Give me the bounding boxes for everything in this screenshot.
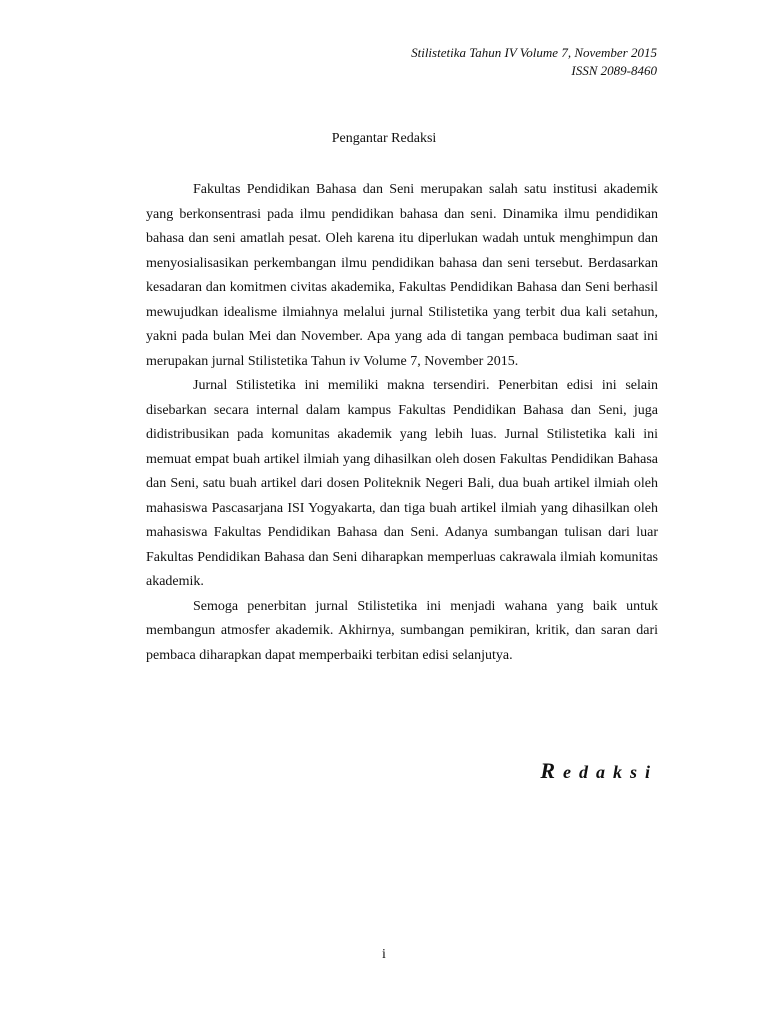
signature-rest: edaksi bbox=[563, 762, 658, 782]
journal-info: Stilistetika Tahun IV Volume 7, November 2015 bbox=[411, 45, 657, 60]
paragraph-3: Semoga penerbitan jurnal Stilistetika ini menjadi wahana yang baik untuk membangun atmosfer akademik. Akhirnya, sumbangan pemikiran, kritik, dan saran dari pembaca diharapkan dapat memperbaiki terbitan edisi selanjutya. bbox=[146, 598, 658, 663]
body-text bbox=[146, 178, 658, 668]
signature-redaksi bbox=[540, 758, 658, 784]
page-number: i bbox=[382, 947, 386, 962]
page-title: Pengantar Redaksi bbox=[331, 131, 437, 146]
running-header bbox=[411, 44, 657, 80]
paragraph-2: Jurnal Stilistetika ini memiliki makna tersendiri. Penerbitan edisi ini selain disebarkan secara internal dalam kampus Fakultas Pendidikan Bahasa dan Seni, juga didistribusikan pada komunitas akademik yang lebih luas. Jurnal Stilistetika kali ini memuat empat buah artikel ilmiah yang dihasilkan oleh dosen Fakultas Pendidikan Bahasa dan Seni, satu buah artikel dari dosen Politeknik Negeri Bali, dua buah artikel ilmiah oleh mahasiswa Pascasarjana ISI Yogyakarta, dan tiga buah artikel ilmiah yang dihasilkan oleh mahasiswa Fakultas Pendidikan Bahasa dan Seni. Adanya sumbangan tulisan dari luar Fakultas Pendidikan Bahasa dan Seni diharapkan memperluas cakrawala ilmiah komunitas akademik. bbox=[146, 378, 658, 589]
signature-initial: R bbox=[540, 758, 563, 783]
issn-number: ISSN 2089-8460 bbox=[571, 63, 657, 78]
paragraph-1: Fakultas Pendidikan Bahasa dan Seni merupakan salah satu institusi akademik yang berkonsentrasi pada ilmu pendidikan bahasa dan seni. Dinamika ilmu pendidikan bahasa dan seni amatlah pesat. Oleh karena itu diperlukan wadah untuk menghimpun dan menyosialisasikan perkembangan ilmu pendidikan bahasa dan seni tersebut. Berdasarkan kesadaran dan komitmen civitas akademika, Fakultas Pendidikan Bahasa dan Seni berhasil mewujudkan idealisme ilmiahnya melalui jurnal Stilistetika yang terbit dua kali setahun, yakni pada bulan Mei dan November. Apa yang ada di tangan pembaca budiman saat ini merupakan jurnal Stilistetika Tahun iv Volume 7, November 2015. bbox=[146, 182, 658, 369]
